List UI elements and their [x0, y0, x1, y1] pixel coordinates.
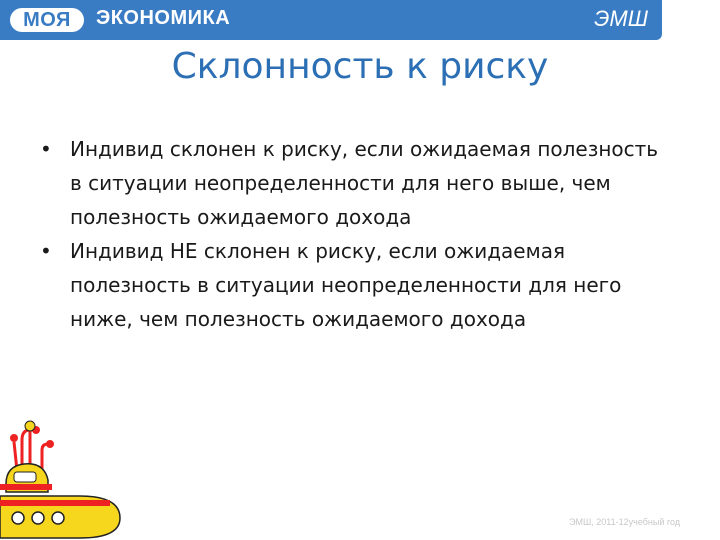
- brand-pill: [10, 8, 84, 32]
- bullet-text: Индивид НЕ склонен к риску, если ожидаемая полезность в ситуации неопределенности для него ниже, чем полезность ожидаемого дохода: [70, 239, 622, 331]
- footer-note: ЭМШ, 2011-12учебный год: [569, 517, 680, 527]
- bullet-text: Индивид склонен к риску, если ожидаемая полезность в ситуации неопределенности для него выше, чем полезность ожидаемого дохода: [70, 137, 659, 229]
- header-bar: [0, 0, 662, 40]
- bullet-marker: •: [40, 137, 52, 161]
- brand-name: ЭКОНОМИКА: [96, 7, 231, 29]
- bullet-list: [34, 132, 674, 336]
- brand-right-label: ЭМШ: [594, 6, 648, 31]
- bullet-marker: •: [40, 239, 52, 263]
- slide-title: Склонность к риску: [171, 46, 549, 87]
- yellow-submarine-icon: [0, 400, 130, 540]
- bullet-item: [34, 234, 674, 336]
- bullet-item: [34, 132, 674, 234]
- brand-pill-label: МОЯ: [23, 9, 71, 31]
